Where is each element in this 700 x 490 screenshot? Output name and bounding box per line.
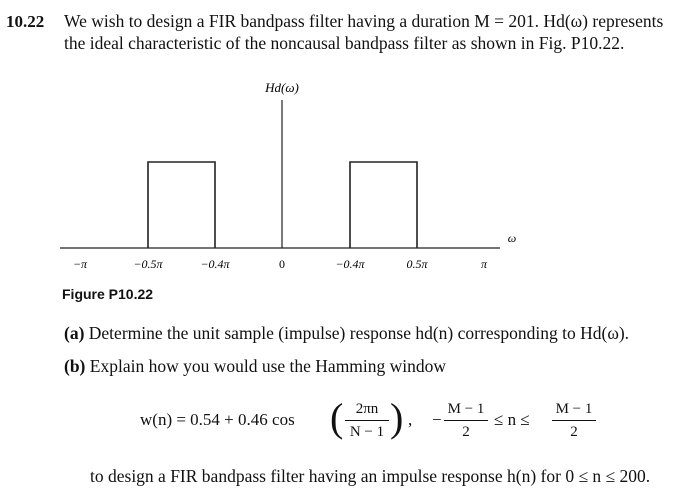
formula-upper-bound — [552, 400, 596, 441]
formula-cos-argument — [345, 400, 389, 441]
figure-caption: Figure P10.22 — [62, 286, 154, 302]
problem-number: 10.22 — [6, 12, 45, 31]
fraction-denominator: 2 — [570, 424, 578, 440]
tick-label: −0.4π — [200, 257, 230, 271]
formula-relation: ≤ n ≤ — [494, 410, 530, 429]
bandpass-figure — [0, 70, 700, 280]
part-a-text: Determine the unit sample (impulse) response hd(n) corresponding to Hd(ω). — [88, 323, 630, 343]
fraction-denominator: N − 1 — [349, 424, 385, 440]
problem-intro-line-1: We wish to design a FIR bandpass filter having a duration M = 201. Hd(ω) represents — [64, 11, 664, 31]
part-b-text: Explain how you would use the Hamming window — [89, 356, 447, 376]
formula-comma: , — [408, 410, 413, 429]
tick-label: −π — [72, 257, 88, 271]
fraction-numerator: M − 1 — [555, 401, 593, 417]
tick-label: 0.5π — [406, 257, 428, 271]
tick-label: 0 — [279, 257, 285, 271]
hamming-window-formula — [140, 395, 680, 454]
part-a — [64, 323, 629, 344]
formula-lower-bound — [444, 400, 488, 441]
fraction-numerator: M − 1 — [447, 401, 485, 417]
tick-label: −0.4π — [335, 257, 365, 271]
y-axis-label: Hd(ω) — [265, 80, 299, 95]
formula-left-paren: ( — [330, 395, 344, 440]
fraction-bar — [345, 420, 389, 421]
closing-text: to design a FIR bandpass filter having an impulse response h(n) for 0 ≤ n ≤ 200. — [90, 466, 651, 486]
left-passband — [148, 162, 215, 248]
part-b — [64, 356, 446, 377]
part-a-label: (a) — [64, 323, 85, 343]
fraction-numerator: 2πn — [355, 401, 379, 417]
tick-label: −0.5π — [133, 257, 163, 271]
x-axis-label: ω — [507, 231, 517, 245]
fraction-bar — [444, 420, 488, 421]
problem-intro-line-2: the ideal characteristic of the noncausal bandpass filter as shown in Fig. P10.22. — [64, 33, 625, 53]
formula-right-paren: ) — [390, 395, 404, 440]
formula-negative-sign: − — [432, 410, 442, 429]
tick-label: π — [480, 257, 488, 271]
fraction-bar — [552, 420, 596, 421]
fraction-denominator: 2 — [462, 424, 470, 440]
right-passband — [350, 162, 417, 248]
formula-lhs: w(n) = 0.54 + 0.46 cos — [140, 410, 295, 429]
part-b-label: (b) — [64, 356, 86, 376]
